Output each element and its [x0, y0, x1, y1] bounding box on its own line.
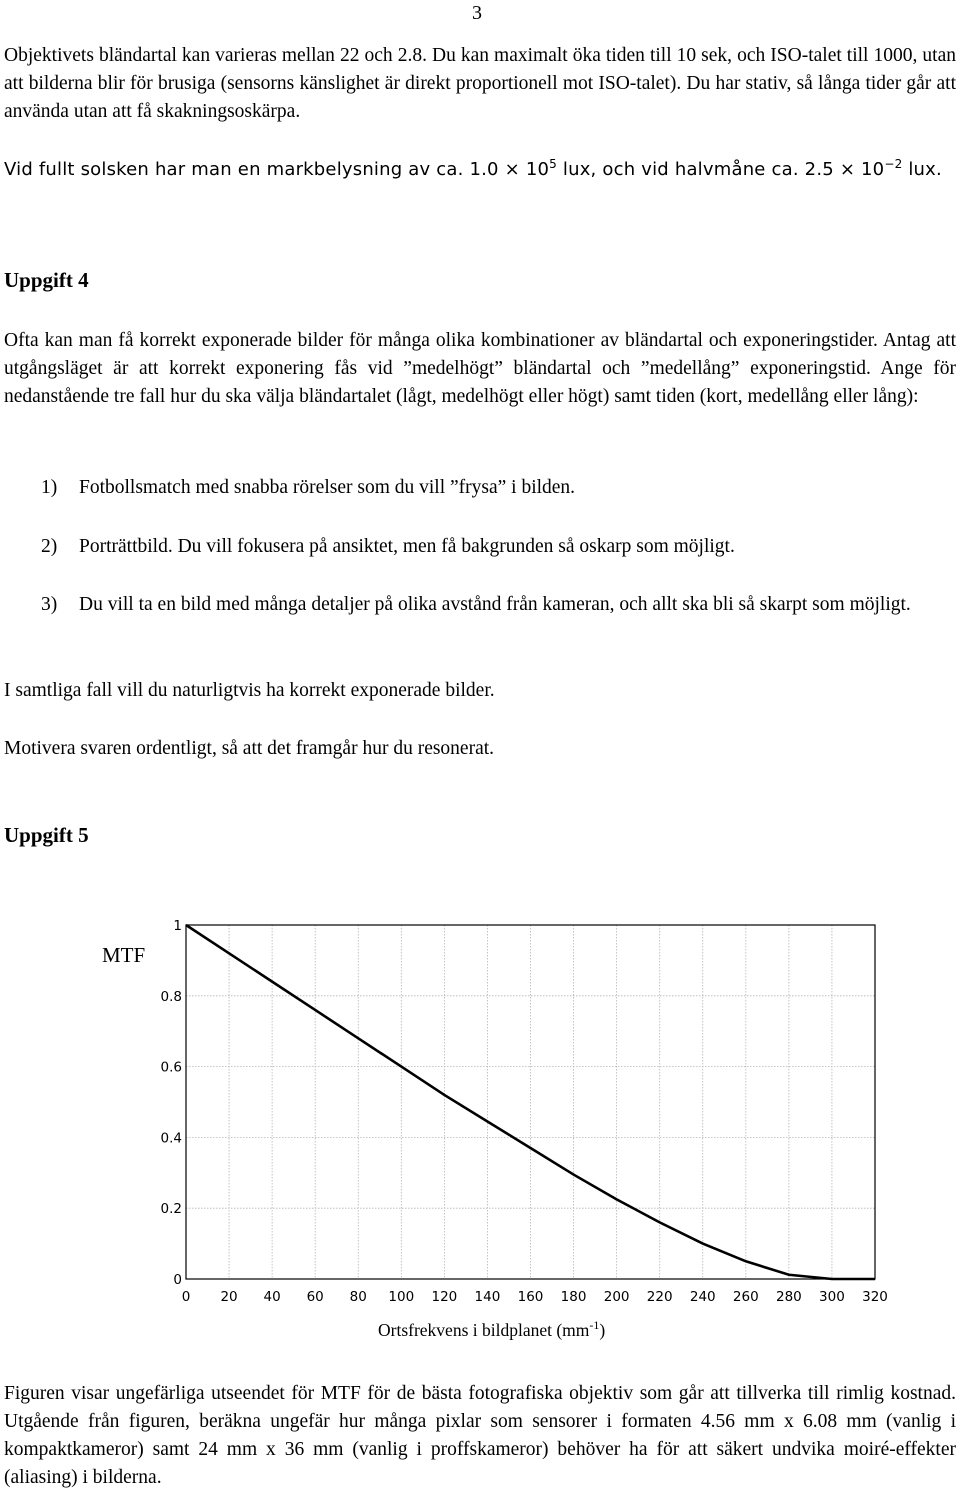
illumination-exp-2: −2	[884, 157, 903, 171]
chart-ylabel: MTF	[102, 943, 146, 967]
task4-heading: Uppgift 4	[4, 268, 89, 292]
illumination-text-a: Vid fullt solsken har man en markbelysning av ca. 1.0 × 10	[4, 159, 550, 180]
y-tick-label: 0.4	[160, 1130, 182, 1147]
item-number: 2)	[41, 536, 58, 557]
y-tick-label: 0.6	[160, 1059, 182, 1076]
x-tick-label: 40	[263, 1289, 281, 1305]
x-tick-label: 20	[220, 1289, 238, 1305]
xlabel-text: Ortsfrekvens i bildplanet (mm	[378, 1320, 590, 1340]
task5-paragraph: Figuren visar ungefärliga utseendet för MTF för de bästa fotografiska objektiv som går att tillverka till rimlig kostnad. Utgående från figuren, beräkna ungefär hur många pixlar som sensorer i formaten 4.56 mm x 6.08 mm (vanlig i kompaktkameror) samt 24 mm x 36 mm (vanlig i proffskameror) behöver ha för att säkert undvika moiré-effekter (aliasing) i bilderna.	[4, 1383, 956, 1488]
xlabel-exponent: -1	[589, 1318, 600, 1333]
x-tick-label: 240	[689, 1289, 716, 1305]
chart-xlabel	[378, 1320, 605, 1341]
intro-paragraph: Objektivets bländartal kan varieras mellan 22 och 2.8. Du kan maximalt öka tiden till 10 sek, och ISO-talet till 1000, utan att bilderna blir för brusiga (sensorns känslighet är direkt proportionell mot ISO-talet). Du har stativ, så långa tider går att använda utan att få skakningsoskärpa.	[4, 45, 956, 122]
x-tick-label: 80	[349, 1289, 367, 1305]
x-tick-label: 160	[517, 1289, 544, 1305]
task5-heading: Uppgift 5	[4, 823, 89, 847]
chart-grid	[186, 925, 875, 1279]
illumination-exp-1: 5	[549, 157, 557, 171]
x-tick-label: 120	[431, 1289, 458, 1305]
x-tick-label: 260	[732, 1289, 759, 1305]
mtf-chart	[90, 900, 910, 1320]
item-text: Du vill ta en bild med många detaljer på olika avstånd från kameran, och allt ska bli så skarpt som möjligt.	[79, 594, 911, 615]
task4-closing-1: I samtliga fall vill du naturligtvis ha korrekt exponerade bilder.	[4, 680, 495, 701]
task4-item-1	[41, 474, 956, 502]
x-tick-label: 140	[474, 1289, 501, 1305]
y-tick-label: 0.2	[160, 1201, 182, 1218]
x-tick-label: 280	[775, 1289, 802, 1305]
task4-item-2	[41, 533, 956, 561]
item-text: Porträttbild. Du vill fokusera på ansiktet, men få bakgrunden så oskarp som möjligt.	[79, 536, 735, 557]
x-tick-label: 200	[603, 1289, 630, 1305]
x-tick-label: 300	[819, 1289, 845, 1305]
x-tick-label: 220	[646, 1289, 673, 1305]
y-tick-label: 0.8	[160, 988, 182, 1005]
item-text: Fotbollsmatch med snabba rörelser som du vill ”frysa” i bilden.	[79, 477, 576, 498]
illumination-paragraph	[4, 156, 956, 184]
task4-closing-2: Motivera svaren ordentligt, så att det framgår hur du resonerat.	[4, 738, 495, 759]
xlabel-close: )	[599, 1320, 606, 1340]
task4-paragraph: Ofta kan man få korrekt exponerade bilder för många olika kombinationer av bländartal och exponeringstider. Antag att utgångsläget är att korrekt exponering fås vid ”medelhögt” bländartal och ”medellång” exponeringstid. Ange för nedanstående tre fall hur du ska välja bländartalet (lågt, medelhögt eller högt) samt tiden (kort, medellång eller lång):	[4, 330, 956, 407]
x-tick-label: 0	[181, 1289, 191, 1305]
item-number: 1)	[41, 477, 58, 498]
item-number: 3)	[41, 594, 58, 615]
x-tick-label: 320	[862, 1289, 888, 1305]
x-tick-label: 100	[388, 1289, 415, 1305]
x-tick-label: 180	[560, 1289, 587, 1305]
illumination-text-c: lux.	[902, 159, 942, 180]
page-number: 3	[472, 2, 482, 24]
illumination-text-b: lux, och vid halvmåne ca. 2.5 × 10	[556, 159, 885, 180]
x-tick-label: 60	[306, 1289, 324, 1305]
task4-item-3	[41, 591, 956, 619]
chart-ticks	[161, 918, 888, 1305]
y-tick-label: 1	[173, 918, 182, 934]
y-tick-label: 0	[173, 1272, 182, 1288]
